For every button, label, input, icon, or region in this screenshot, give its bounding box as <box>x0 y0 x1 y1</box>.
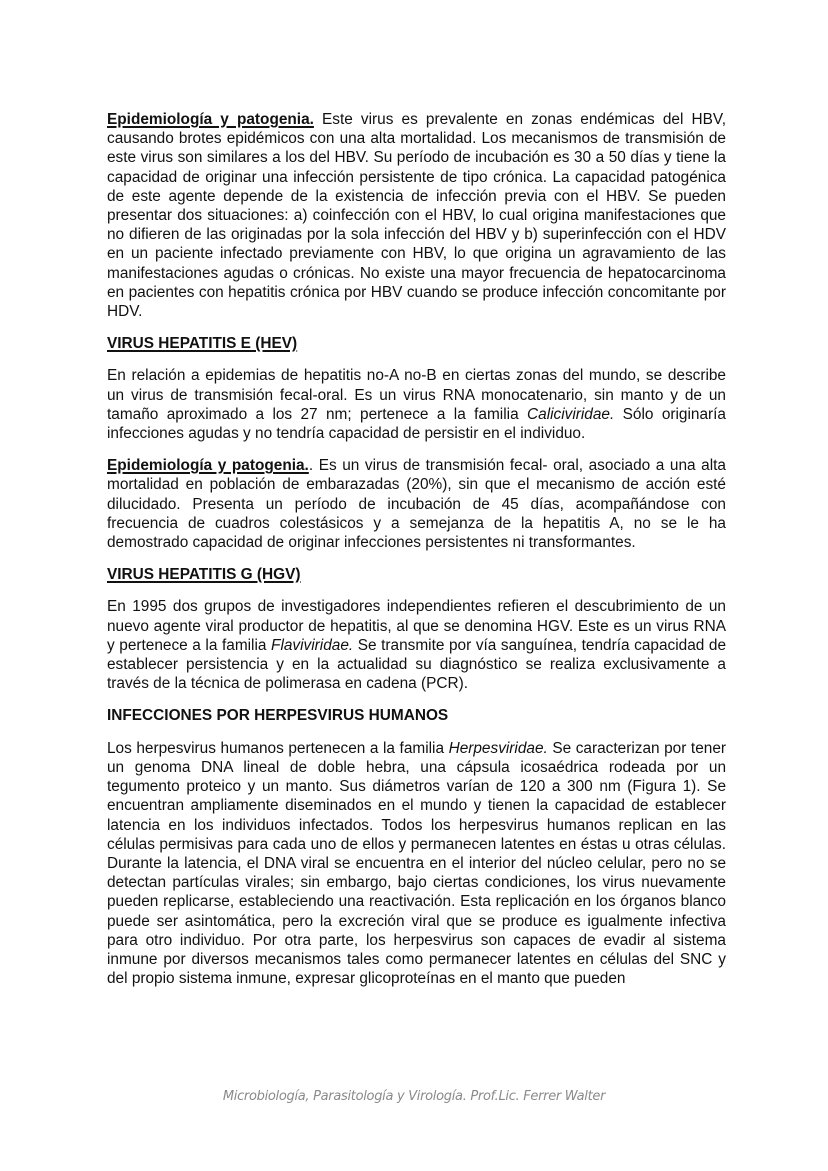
hgv-family-name: Flaviviridae. <box>271 636 354 654</box>
hev-intro-text-1: En relación a epidemias de hepatitis no-A no-B en ciertas zonas del mundo, se describe un virus de transmisión fecal-oral. Es un virus RNA monocatenario, sin manto y de un tamaño aproximado a los 27 nm; pertenece a la familia <box>107 367 726 423</box>
hdv-epidemiology-text: Este virus es prevalente en zonas endémicas del HBV, causando brotes epidémicos con una alta mortalidad. Los mecanismos de transmisión de este virus son similares a los del HBV. Su período de incubación es 30 a 50 días y tiene la capacidad de originar una infección persistente de tipo crónica. La capacidad patogénica de este agente depende de la existencia de infección previa con el HBV. Se pueden presentar dos situaciones: a) coinfección con el HBV, lo cual origina manifestaciones que no difieren de las originadas por la sola infección del HBV y b) superinfección con el HDV en un paciente infectado previamente con HBV, lo que origina un agravamiento de las manifestaciones agudas o crónicas. No existe una mayor frecuencia de hepatocarcinoma en pacientes con hepatitis crónica por HBV cuando se produce infección concomitante por HDV. <box>107 111 726 321</box>
hev-epidemiology-lead: Epidemiología y patogenia. <box>107 457 309 475</box>
herpes-text-1: Los herpesvirus humanos pertenecen a la familia <box>107 739 449 757</box>
hev-intro-paragraph <box>107 366 726 443</box>
hgv-paragraph <box>107 597 726 693</box>
herpes-paragraph <box>107 739 726 989</box>
hgv-text-1: En 1995 dos grupos de investigadores independientes refieren el descubrimiento de un nuevo agente viral productor de hepatitis, al que se denomina HGV. Este es un virus RNA y pertenece a la familia <box>107 598 726 654</box>
document-body <box>107 110 726 1001</box>
hgv-text-2: Se transmite por vía sanguínea, tendría capacidad de establecer persistencia y en la actualidad su diagnóstico se realiza exclusivamente a través de la técnica de polimerasa en cadena (PCR). <box>107 636 727 693</box>
hev-intro-text-2: Sólo originaría infecciones agudas y no tendría capacidad de persistir en el individuo. <box>107 405 726 443</box>
herpes-family-name: Herpesviridae. <box>448 739 548 757</box>
herpes-text-2: Se caracterizan por tener un genoma DNA lineal de doble hebra, una cápsula icosaédrica rodeada por un tegumento proteico y un manto. Sus diámetros varían de 120 a 300 nm (Figura 1). Se encuentran ampliamente diseminados en el mundo y tienen la capacidad de establecer latencia en los individuos infectados. Todos los herpesvirus humanos replican en las células permisivas para cada uno de ellos y permanecen latentes en éstas u otras células. Durante la latencia, el DNA viral se encuentra en el interior del núcleo celular, pero no se detectan partículas virales; sin embargo, bajo ciertas condiciones, los virus nuevamente pueden replicarse, estableciendo una reactivación. Esta replicación en los órganos blanco puede ser asintomática, pero la excreción viral que se produce es igualmente infectiva para otro individuo. Por otra parte, los herpesvirus son capaces de evadir al sistema inmune por diversos mecanismos tales como permanecer latentes en células del SNC y del propio sistema inmune, expresar glicoproteínas en el manto que pueden <box>107 739 726 988</box>
hev-heading: VIRUS HEPATITIS E (HEV) <box>107 335 298 353</box>
hgv-heading: VIRUS HEPATITIS G (HGV) <box>107 566 301 584</box>
hdv-epidemiology-lead: Epidemiología y patogenia. <box>107 111 314 128</box>
hev-epidemiology-text: . Es un virus de transmisión fecal- oral, asociado a una alta mortalidad en población de embarazadas (20%), sin que el mecanismo de acción esté dilucidado. Presenta un período de incubación de 45 días, acompañándose con frecuencia de cuadros colestásicos y a semejanza de la hepatitis A, no se le ha demostrado capacidad de originar infecciones persistentes ni transformantes. <box>107 457 726 552</box>
herpes-heading: INFECCIONES POR HERPESVIRUS HUMANOS <box>107 707 449 725</box>
hev-family-name: Caliciviridae. <box>527 405 615 423</box>
hdv-epidemiology-paragraph <box>107 110 726 321</box>
hev-epidemiology-paragraph <box>107 456 726 552</box>
page-footer: Microbiología, Parasitología y Virología. Prof.Lic. Ferrer Walter <box>222 1089 606 1104</box>
